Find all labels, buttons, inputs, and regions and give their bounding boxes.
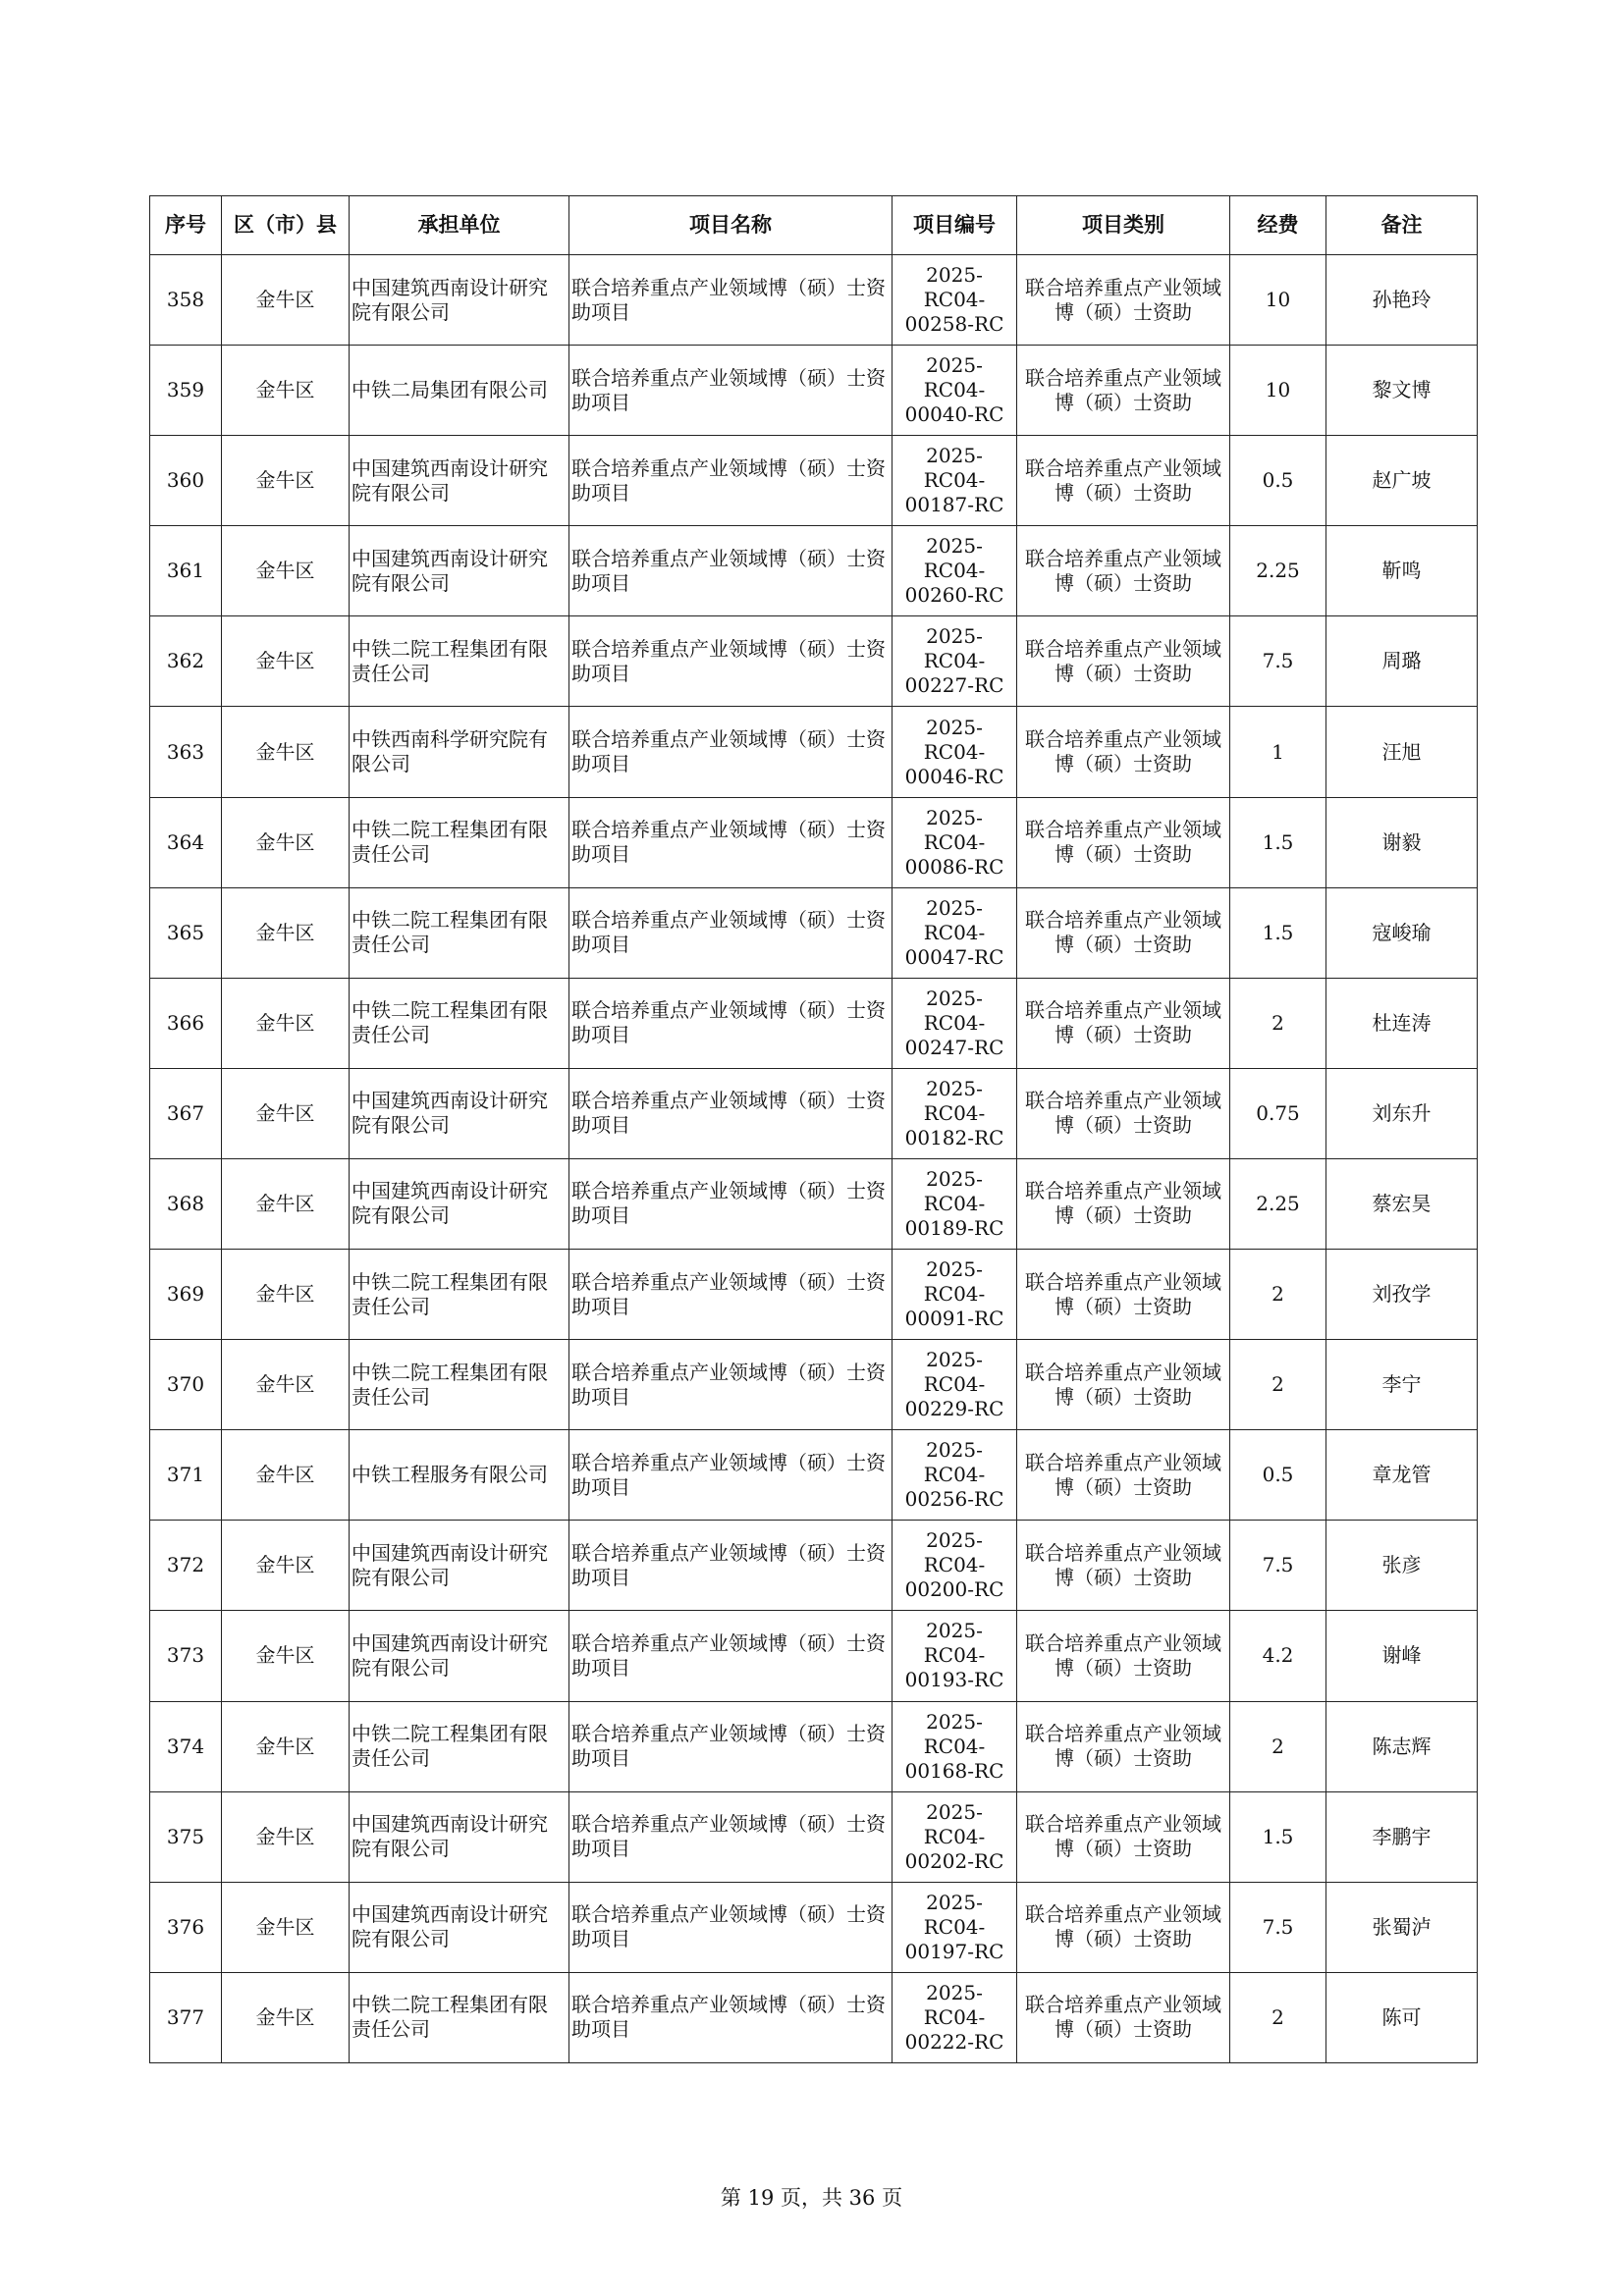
table-row	[150, 1791, 1478, 1882]
cell-unit: 中铁二局集团有限公司	[350, 346, 569, 436]
cell-remarks: 陈志辉	[1326, 1701, 1478, 1791]
cell-project-category: 联合培养重点产业领域博（硕）士资助	[1017, 1158, 1230, 1249]
table-row	[150, 707, 1478, 797]
cell-funding: 7.5	[1230, 1882, 1326, 1972]
cell-remarks: 张蜀泸	[1326, 1882, 1478, 1972]
cell-remarks: 章龙管	[1326, 1430, 1478, 1521]
cell-index: 370	[150, 1340, 222, 1430]
cell-project-code: 2025-RC04-00047-RC	[893, 887, 1017, 978]
cell-project-name: 联合培养重点产业领域博（硕）士资助项目	[569, 1611, 893, 1701]
cell-district: 金牛区	[222, 616, 350, 707]
cell-funding: 7.5	[1230, 1521, 1326, 1611]
cell-project-category: 联合培养重点产业领域博（硕）士资助	[1017, 346, 1230, 436]
cell-remarks: 谢峰	[1326, 1611, 1478, 1701]
cell-index: 361	[150, 526, 222, 616]
cell-funding: 2	[1230, 978, 1326, 1068]
table-row	[150, 1068, 1478, 1158]
cell-project-name: 联合培养重点产业领域博（硕）士资助项目	[569, 797, 893, 887]
table-row	[150, 797, 1478, 887]
cell-district: 金牛区	[222, 1882, 350, 1972]
table-row	[150, 1430, 1478, 1521]
cell-project-category: 联合培养重点产业领域博（硕）士资助	[1017, 1340, 1230, 1430]
cell-index: 366	[150, 978, 222, 1068]
col-header-project-code: 项目编号	[893, 196, 1017, 255]
cell-project-code: 2025-RC04-00193-RC	[893, 1611, 1017, 1701]
cell-project-category: 联合培养重点产业领域博（硕）士资助	[1017, 1701, 1230, 1791]
cell-funding: 2	[1230, 1340, 1326, 1430]
col-header-remarks: 备注	[1326, 196, 1478, 255]
cell-project-category: 联合培养重点产业领域博（硕）士资助	[1017, 707, 1230, 797]
cell-project-name: 联合培养重点产业领域博（硕）士资助项目	[569, 1068, 893, 1158]
table-row	[150, 436, 1478, 526]
cell-index: 377	[150, 1972, 222, 2062]
cell-unit: 中国建筑西南设计研究院有限公司	[350, 1521, 569, 1611]
cell-remarks: 张彦	[1326, 1521, 1478, 1611]
cell-unit: 中铁二院工程集团有限责任公司	[350, 887, 569, 978]
cell-unit: 中国建筑西南设计研究院有限公司	[350, 1158, 569, 1249]
cell-project-category: 联合培养重点产业领域博（硕）士资助	[1017, 255, 1230, 346]
cell-project-code: 2025-RC04-00260-RC	[893, 526, 1017, 616]
cell-unit: 中国建筑西南设计研究院有限公司	[350, 1068, 569, 1158]
col-header-project-name: 项目名称	[569, 196, 893, 255]
col-header-index: 序号	[150, 196, 222, 255]
cell-index: 368	[150, 1158, 222, 1249]
cell-project-category: 联合培养重点产业领域博（硕）士资助	[1017, 436, 1230, 526]
cell-district: 金牛区	[222, 1068, 350, 1158]
cell-index: 359	[150, 346, 222, 436]
cell-remarks: 汪旭	[1326, 707, 1478, 797]
cell-index: 371	[150, 1430, 222, 1521]
cell-project-code: 2025-RC04-00227-RC	[893, 616, 1017, 707]
cell-index: 369	[150, 1250, 222, 1340]
col-header-district: 区（市）县	[222, 196, 350, 255]
cell-funding: 2	[1230, 1972, 1326, 2062]
cell-index: 362	[150, 616, 222, 707]
table-body	[150, 255, 1478, 2063]
cell-project-category: 联合培养重点产业领域博（硕）士资助	[1017, 1611, 1230, 1701]
cell-district: 金牛区	[222, 1521, 350, 1611]
cell-remarks: 黎文博	[1326, 346, 1478, 436]
cell-project-name: 联合培养重点产业领域博（硕）士资助项目	[569, 1250, 893, 1340]
cell-remarks: 周璐	[1326, 616, 1478, 707]
cell-index: 376	[150, 1882, 222, 1972]
cell-district: 金牛区	[222, 436, 350, 526]
col-header-project-category: 项目类别	[1017, 196, 1230, 255]
cell-district: 金牛区	[222, 1791, 350, 1882]
cell-district: 金牛区	[222, 1611, 350, 1701]
cell-project-name: 联合培养重点产业领域博（硕）士资助项目	[569, 1430, 893, 1521]
table-row	[150, 255, 1478, 346]
cell-project-code: 2025-RC04-00256-RC	[893, 1430, 1017, 1521]
cell-funding: 2.25	[1230, 1158, 1326, 1249]
table-row	[150, 1158, 1478, 1249]
cell-remarks: 孙艳玲	[1326, 255, 1478, 346]
funding-table	[149, 195, 1478, 2063]
cell-project-category: 联合培养重点产业领域博（硕）士资助	[1017, 797, 1230, 887]
cell-index: 375	[150, 1791, 222, 1882]
cell-unit: 中铁二院工程集团有限责任公司	[350, 1972, 569, 2062]
cell-remarks: 李鹏宇	[1326, 1791, 1478, 1882]
cell-project-name: 联合培养重点产业领域博（硕）士资助项目	[569, 978, 893, 1068]
cell-remarks: 刘东升	[1326, 1068, 1478, 1158]
cell-unit: 中国建筑西南设计研究院有限公司	[350, 526, 569, 616]
cell-project-name: 联合培养重点产业领域博（硕）士资助项目	[569, 1701, 893, 1791]
table-row	[150, 1882, 1478, 1972]
cell-district: 金牛区	[222, 1701, 350, 1791]
cell-project-name: 联合培养重点产业领域博（硕）士资助项目	[569, 616, 893, 707]
cell-project-code: 2025-RC04-00182-RC	[893, 1068, 1017, 1158]
cell-project-category: 联合培养重点产业领域博（硕）士资助	[1017, 1791, 1230, 1882]
cell-project-name: 联合培养重点产业领域博（硕）士资助项目	[569, 526, 893, 616]
table-row	[150, 346, 1478, 436]
cell-district: 金牛区	[222, 1158, 350, 1249]
table-row	[150, 1521, 1478, 1611]
cell-unit: 中国建筑西南设计研究院有限公司	[350, 255, 569, 346]
cell-remarks: 靳鸣	[1326, 526, 1478, 616]
cell-funding: 2.25	[1230, 526, 1326, 616]
cell-funding: 10	[1230, 255, 1326, 346]
cell-project-name: 联合培养重点产业领域博（硕）士资助项目	[569, 707, 893, 797]
table-row	[150, 887, 1478, 978]
cell-funding: 0.75	[1230, 1068, 1326, 1158]
cell-project-code: 2025-RC04-00040-RC	[893, 346, 1017, 436]
cell-index: 358	[150, 255, 222, 346]
cell-project-category: 联合培养重点产业领域博（硕）士资助	[1017, 1972, 1230, 2062]
cell-district: 金牛区	[222, 1340, 350, 1430]
cell-district: 金牛区	[222, 887, 350, 978]
cell-project-category: 联合培养重点产业领域博（硕）士资助	[1017, 1430, 1230, 1521]
header-row	[150, 196, 1478, 255]
cell-funding: 4.2	[1230, 1611, 1326, 1701]
cell-remarks: 杜连涛	[1326, 978, 1478, 1068]
cell-unit: 中国建筑西南设计研究院有限公司	[350, 436, 569, 526]
cell-remarks: 赵广坡	[1326, 436, 1478, 526]
cell-district: 金牛区	[222, 1430, 350, 1521]
cell-remarks: 李宁	[1326, 1340, 1478, 1430]
cell-project-name: 联合培养重点产业领域博（硕）士资助项目	[569, 1882, 893, 1972]
cell-project-code: 2025-RC04-00091-RC	[893, 1250, 1017, 1340]
table-row	[150, 978, 1478, 1068]
cell-funding: 1.5	[1230, 797, 1326, 887]
cell-remarks: 陈可	[1326, 1972, 1478, 2062]
cell-project-code: 2025-RC04-00222-RC	[893, 1972, 1017, 2062]
cell-funding: 0.5	[1230, 1430, 1326, 1521]
col-header-unit: 承担单位	[350, 196, 569, 255]
cell-project-code: 2025-RC04-00197-RC	[893, 1882, 1017, 1972]
cell-project-category: 联合培养重点产业领域博（硕）士资助	[1017, 1250, 1230, 1340]
cell-funding: 0.5	[1230, 436, 1326, 526]
cell-funding: 7.5	[1230, 616, 1326, 707]
cell-funding: 1.5	[1230, 1791, 1326, 1882]
cell-remarks: 寇峻瑜	[1326, 887, 1478, 978]
cell-index: 374	[150, 1701, 222, 1791]
cell-project-name: 联合培养重点产业领域博（硕）士资助项目	[569, 1521, 893, 1611]
cell-unit: 中铁二院工程集团有限责任公司	[350, 616, 569, 707]
cell-project-name: 联合培养重点产业领域博（硕）士资助项目	[569, 1158, 893, 1249]
cell-project-code: 2025-RC04-00202-RC	[893, 1791, 1017, 1882]
cell-funding: 10	[1230, 346, 1326, 436]
cell-unit: 中铁西南科学研究院有限公司	[350, 707, 569, 797]
cell-project-name: 联合培养重点产业领域博（硕）士资助项目	[569, 436, 893, 526]
cell-unit: 中铁二院工程集团有限责任公司	[350, 797, 569, 887]
col-header-funding: 经费	[1230, 196, 1326, 255]
cell-project-code: 2025-RC04-00046-RC	[893, 707, 1017, 797]
cell-unit: 中国建筑西南设计研究院有限公司	[350, 1611, 569, 1701]
table-row	[150, 1340, 1478, 1430]
cell-project-name: 联合培养重点产业领域博（硕）士资助项目	[569, 255, 893, 346]
cell-unit: 中铁二院工程集团有限责任公司	[350, 1701, 569, 1791]
table-row	[150, 1250, 1478, 1340]
cell-project-name: 联合培养重点产业领域博（硕）士资助项目	[569, 1340, 893, 1430]
cell-project-category: 联合培养重点产业领域博（硕）士资助	[1017, 887, 1230, 978]
cell-project-code: 2025-RC04-00187-RC	[893, 436, 1017, 526]
cell-funding: 2	[1230, 1701, 1326, 1791]
table-row	[150, 526, 1478, 616]
cell-project-name: 联合培养重点产业领域博（硕）士资助项目	[569, 1791, 893, 1882]
cell-project-code: 2025-RC04-00229-RC	[893, 1340, 1017, 1430]
cell-project-code: 2025-RC04-00189-RC	[893, 1158, 1017, 1249]
cell-remarks: 谢毅	[1326, 797, 1478, 887]
cell-index: 367	[150, 1068, 222, 1158]
cell-district: 金牛区	[222, 1972, 350, 2062]
cell-index: 373	[150, 1611, 222, 1701]
cell-project-code: 2025-RC04-00200-RC	[893, 1521, 1017, 1611]
table-header	[150, 196, 1478, 255]
cell-unit: 中国建筑西南设计研究院有限公司	[350, 1791, 569, 1882]
cell-project-code: 2025-RC04-00168-RC	[893, 1701, 1017, 1791]
cell-district: 金牛区	[222, 346, 350, 436]
cell-district: 金牛区	[222, 1250, 350, 1340]
cell-unit: 中铁二院工程集团有限责任公司	[350, 1340, 569, 1430]
cell-project-category: 联合培养重点产业领域博（硕）士资助	[1017, 1521, 1230, 1611]
cell-district: 金牛区	[222, 978, 350, 1068]
cell-unit: 中铁工程服务有限公司	[350, 1430, 569, 1521]
cell-index: 372	[150, 1521, 222, 1611]
page-footer: 第 19 页，共 36 页	[720, 2186, 903, 2210]
cell-project-category: 联合培养重点产业领域博（硕）士资助	[1017, 1068, 1230, 1158]
cell-index: 360	[150, 436, 222, 526]
cell-project-name: 联合培养重点产业领域博（硕）士资助项目	[569, 1972, 893, 2062]
cell-district: 金牛区	[222, 707, 350, 797]
cell-index: 364	[150, 797, 222, 887]
cell-remarks: 刘孜学	[1326, 1250, 1478, 1340]
cell-district: 金牛区	[222, 255, 350, 346]
cell-project-category: 联合培养重点产业领域博（硕）士资助	[1017, 978, 1230, 1068]
cell-index: 365	[150, 887, 222, 978]
cell-index: 363	[150, 707, 222, 797]
cell-remarks: 蔡宏昊	[1326, 1158, 1478, 1249]
table-row	[150, 1611, 1478, 1701]
cell-district: 金牛区	[222, 797, 350, 887]
cell-project-category: 联合培养重点产业领域博（硕）士资助	[1017, 526, 1230, 616]
cell-funding: 2	[1230, 1250, 1326, 1340]
cell-project-code: 2025-RC04-00247-RC	[893, 978, 1017, 1068]
cell-unit: 中国建筑西南设计研究院有限公司	[350, 1882, 569, 1972]
cell-funding: 1.5	[1230, 887, 1326, 978]
cell-project-code: 2025-RC04-00086-RC	[893, 797, 1017, 887]
cell-unit: 中铁二院工程集团有限责任公司	[350, 978, 569, 1068]
cell-project-category: 联合培养重点产业领域博（硕）士资助	[1017, 1882, 1230, 1972]
cell-district: 金牛区	[222, 526, 350, 616]
table-row	[150, 1972, 1478, 2062]
table-row	[150, 616, 1478, 707]
cell-funding: 1	[1230, 707, 1326, 797]
cell-unit: 中铁二院工程集团有限责任公司	[350, 1250, 569, 1340]
cell-project-name: 联合培养重点产业领域博（硕）士资助项目	[569, 887, 893, 978]
cell-project-name: 联合培养重点产业领域博（硕）士资助项目	[569, 346, 893, 436]
table-row	[150, 1701, 1478, 1791]
cell-project-category: 联合培养重点产业领域博（硕）士资助	[1017, 616, 1230, 707]
cell-project-code: 2025-RC04-00258-RC	[893, 255, 1017, 346]
